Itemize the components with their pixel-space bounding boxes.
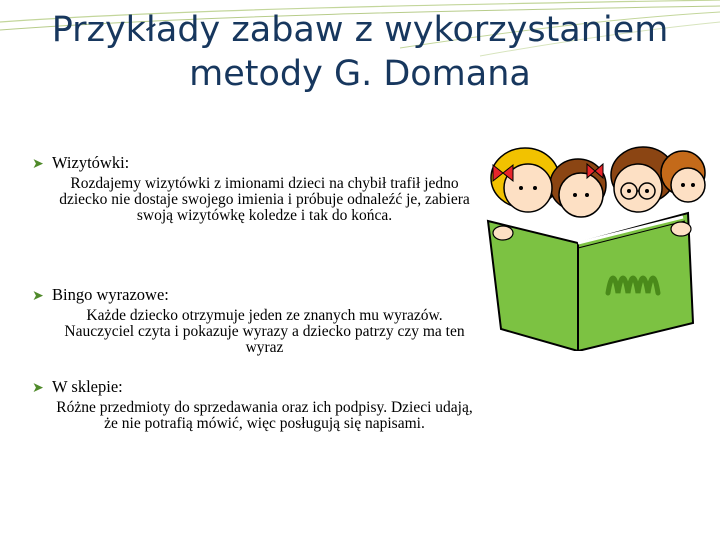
list-item-bingo [32,285,477,356]
list-item-sklep [32,377,477,432]
children-reading-book-icon [483,133,708,351]
arrow-bullet-icon: ➤ [32,381,44,396]
title-line-1: Przykłady zabaw z wykorzystaniem [51,10,669,50]
arrow-bullet-icon: ➤ [32,289,44,304]
item-description: Rozdajemy wizytówki z imionami dzieci na chybił trafił jedno dziecko nie dostaje swojego imienia i próbuje odnaleźć je, zabiera swoją wizytówkę koledze i tak do końca. [59,175,470,224]
slide-title [0,8,720,96]
item-description: Każde dziecko otrzymuje jeden ze znanych mu wyrazów. Nauczyciel czyta i pokazuje wyrazy a dziecko patrzy czy ma ten wyraz [64,307,465,356]
arrow-bullet-icon: ➤ [32,157,44,172]
title-line-2: metody G. Domana [189,54,531,94]
list-item-wizytowki [32,153,477,224]
item-description: Różne przedmioty do sprzedawania oraz ich podpisy. Dzieci udają, że nie potrafią mówić, więc posługują się napisami. [56,399,473,432]
item-heading: W sklepie: [52,377,123,396]
item-heading: Bingo wyrazowe: [52,285,169,304]
item-heading: Wizytówki: [52,153,130,172]
